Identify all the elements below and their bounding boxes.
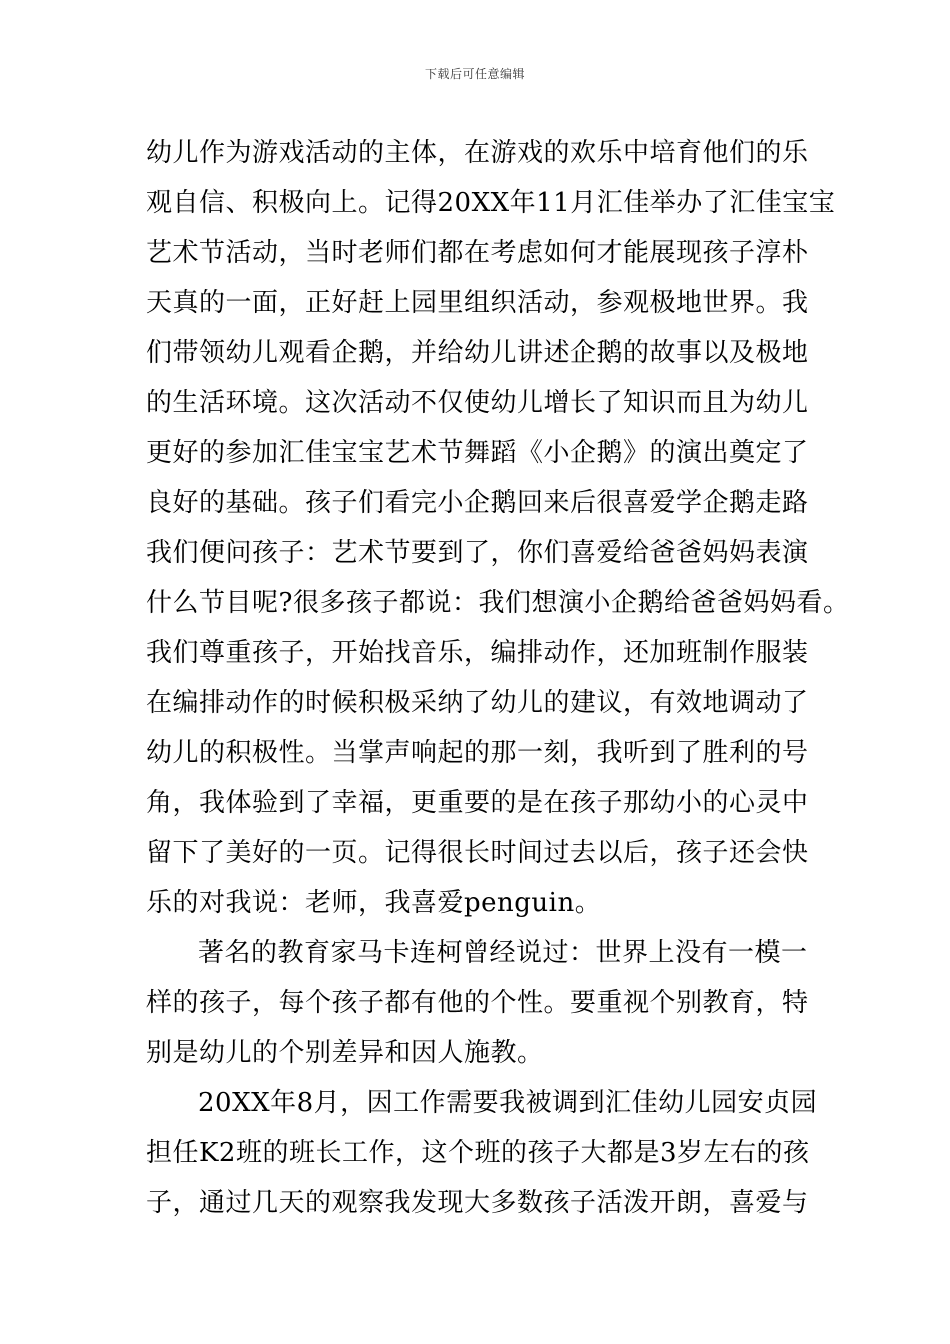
text-line: 样的孩子，每个孩子都有他的个性。要重视个别教育，特 — [146, 988, 809, 1018]
text-line: 更好的参加汇佳宝宝艺术节舞蹈《小企鹅》的演出奠定了 — [146, 438, 809, 468]
paragraph-1 — [146, 128, 850, 928]
text-line: 艺术节活动，当时老师们都在考虑如何才能展现孩子淳朴 — [146, 238, 809, 268]
text-line: 什么节目呢?很多孩子都说：我们想演小企鹅给爸爸妈妈看。 — [146, 588, 850, 618]
text-line: 幼儿作为游戏活动的主体，在游戏的欢乐中培育他们的乐 — [146, 138, 809, 168]
text-line: 的生活环境。这次活动不仅使幼儿增长了知识而且为幼儿 — [146, 388, 809, 418]
text-line: 子，通过几天的观察我发现大多数孩子活泼开朗，喜爱与 — [146, 1188, 809, 1218]
document-body — [146, 128, 850, 1228]
text-line: 我们尊重孩子，开始找音乐，编排动作，还加班制作服装 — [146, 638, 809, 668]
text-line: 角，我体验到了幸福，更重要的是在孩子那幼小的心灵中 — [146, 788, 809, 818]
text-line: 良好的基础。孩子们看完小企鹅回来后很喜爱学企鹅走路 — [146, 488, 809, 518]
text-line: 们带领幼儿观看企鹅，并给幼儿讲述企鹅的故事以及极地 — [146, 338, 809, 368]
page-header: 下载后可任意编辑 — [424, 67, 525, 81]
text-line: 20XX年8月，因工作需要我被调到汇佳幼儿园安贞园 — [198, 1088, 818, 1118]
text-line: 别是幼儿的个别差异和因人施教。 — [146, 1038, 544, 1068]
text-line: 观自信、积极向上。记得20XX年11月汇佳举办了汇佳宝宝 — [146, 188, 836, 218]
text-line: 幼儿的积极性。当掌声响起的那一刻，我听到了胜利的号 — [146, 738, 809, 768]
text-line: 著名的教育家马卡连柯曾经说过：世界上没有一模一 — [198, 938, 808, 968]
paragraph-3 — [146, 1078, 826, 1228]
text-line: 我们便问孩子：艺术节要到了，你们喜爱给爸爸妈妈表演 — [146, 538, 809, 568]
text-line: 乐的对我说：老师，我喜爱penguin。 — [146, 888, 602, 918]
paragraph-2 — [146, 928, 826, 1078]
text-line: 天真的一面，正好赶上园里组织活动，参观极地世界。我 — [146, 288, 809, 318]
text-line: 在编排动作的时候积极采纳了幼儿的建议，有效地调动了 — [146, 688, 809, 718]
text-line: 留下了美好的一页。记得很长时间过去以后，孩子还会快 — [146, 838, 809, 868]
text-line: 担任K2班的班长工作，这个班的孩子大都是3岁左右的孩 — [146, 1138, 810, 1168]
